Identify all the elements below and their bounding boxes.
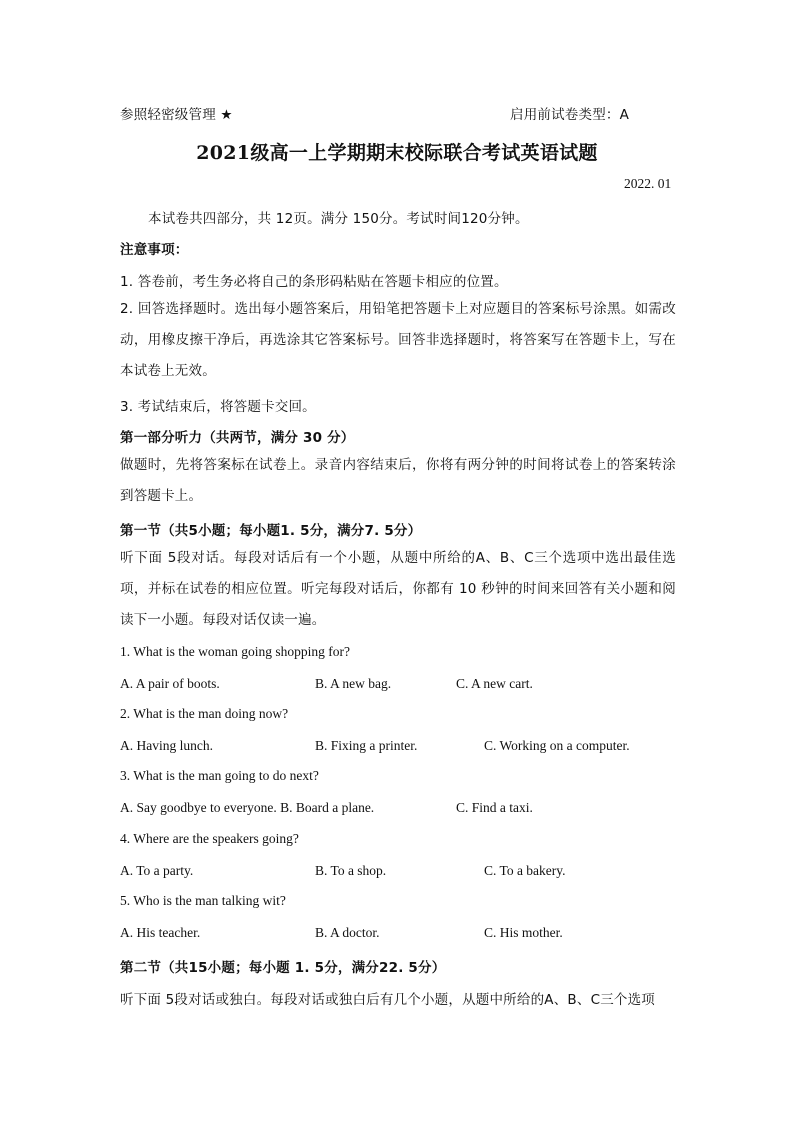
note-item: 1. 答卷前，考生务必将自己的条形码粘贴在答题卡相应的位置。 <box>120 274 508 290</box>
notes-heading: 注意事项： <box>120 242 189 258</box>
note-item: 2. 回答选择题时。选出每小题答案后，用铅笔把答题卡上对应题目的答案标号涂黑。如需改动，用橡皮擦干净后，再选涂其它答案标号。回答非选择题时，将答案写在答题卡上，写在本试卷上无效。 <box>120 301 676 379</box>
option-a: A. To a party. <box>120 863 194 878</box>
question-4: 4. Where are the speakers going? <box>120 831 299 846</box>
question-3: 3. What is the man going to do next? <box>120 768 319 783</box>
option-a: A. A pair of boots. <box>120 676 220 691</box>
option-b: B. To a shop. <box>315 863 387 878</box>
section2-instruction: 听下面 5段对话或独白。每段对话或独白后有几个小题，从题中所给的A、B、C三个选项 <box>120 992 656 1008</box>
section2-heading: 第二节（共15小题；每小题 1. 5分，满分22. 5分） <box>120 960 446 976</box>
page-title: 2021级高一上学期期末校际联合考试英语试题 <box>196 142 598 164</box>
option-a: A. Having lunch. <box>120 738 213 753</box>
part1-heading: 第一部分听力（共两节，满分 30 分） <box>120 430 355 446</box>
confidential-label: 参照轻密级管理 ★ <box>120 107 233 123</box>
section1-heading: 第一节（共5小题；每小题1. 5分，满分7. 5分） <box>120 523 422 539</box>
option-b: B. A doctor. <box>315 925 380 940</box>
part1-instruction: 做题时，先将答案标在试卷上。录音内容结束后，你将有两分钟的时间将试卷上的答案转涂到答题卡上。 <box>120 457 676 504</box>
intro-text: 本试卷共四部分，共 12页。满分 150分。考试时间120分钟。 <box>148 211 529 227</box>
option-b: B. A new bag. <box>315 676 392 691</box>
note-item: 3. 考试结束后，将答题卡交回。 <box>120 399 316 415</box>
question-2: 2. What is the man doing now? <box>120 706 289 721</box>
option-c: C. A new cart. <box>456 676 533 691</box>
section1-instruction: 听下面 5段对话。每段对话后有一个小题，从题中所给的A、B、C三个选项中选出最佳选项，并标在试卷的相应位置。听完每段对话后，你都有 10 秒钟的时间来回答有关小题和阅读下一小题。每段对话仅读一遍。 <box>120 550 676 628</box>
exam-type-label: 启用前试卷类型：A <box>510 107 630 123</box>
question-5: 5. Who is the man talking wit? <box>120 893 286 908</box>
option-c: C. Find a taxi. <box>456 800 533 815</box>
option-b: B. Fixing a printer. <box>315 738 418 753</box>
exam-date: 2022. 01 <box>624 176 672 191</box>
question-1: 1. What is the woman going shopping for? <box>120 644 350 659</box>
option-a: A. Say goodbye to everyone. B. Board a plane. <box>120 800 375 815</box>
option-c: C. His mother. <box>484 925 563 940</box>
option-c: C. Working on a computer. <box>484 738 630 753</box>
option-c: C. To a bakery. <box>484 863 566 878</box>
option-a: A. His teacher. <box>120 925 201 940</box>
